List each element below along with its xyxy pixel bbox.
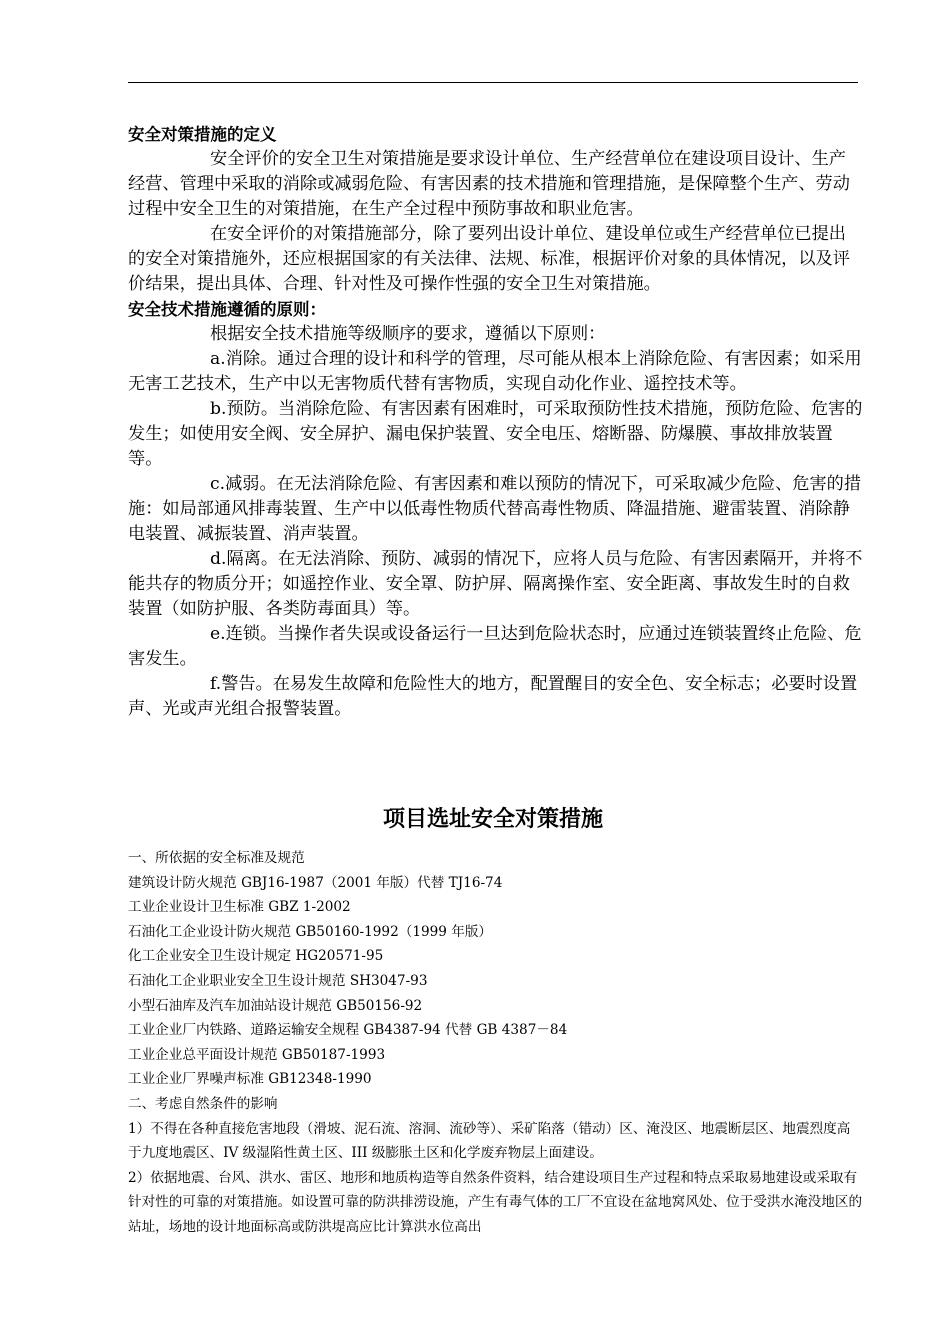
principle-item: e.连锁。当操作者失误或设备运行一旦达到危险状态时，应通过连锁装置终止危险、危害发生。 <box>128 624 862 669</box>
standard-item: 石油化工企业设计防火规范 GB50160-1992（1999 年版） <box>128 923 493 940</box>
header-rule <box>128 82 858 83</box>
standard-item: 工业企业厂界噪声标准 GB12348-1990 <box>128 1071 372 1088</box>
principle-item: f.警告。在易发生故障和危险性大的地方，配置醒目的安全色、安全标志；必要时设置声、光或声光组合报警装置。 <box>128 674 858 719</box>
definition-heading: 安全对策措施的定义 <box>128 125 277 144</box>
standard-item: 工业企业厂内铁路、道路运输安全规程 GB4387-94 代替 GB 4387－84 <box>128 1022 568 1039</box>
standard-item: 化工企业安全卫生设计规定 HG20571-95 <box>128 948 384 965</box>
definition-paragraph-1: 安全评价的安全卫生对策措施是要求设计单位、生产经营单位在建设项目设计、生产经营、管理中采取的消除或减弱危险、有害因素的技术措施和管理措施，是保障整个生产、劳动过程中安全卫生的对策措施，在生产全过程中预防事故和职业危害。 <box>128 149 850 219</box>
natural-conditions-subheading: 二、考虑自然条件的影响 <box>128 1095 278 1112</box>
principle-item: b.预防。当消除危险、有害因素有困难时，可采取预防性技术措施，预防危险、危害的发生；如使用安全阀、安全屏护、漏电保护装置、安全电压、熔断器、防爆膜、事故排放装置等。 <box>128 399 863 469</box>
definition-paragraph-2: 在安全评价的对策措施部分，除了要列出设计单位、建设单位或生产经营单位已提出的安全对策措施外，还应根据国家的有关法律、法规、标准，根据评价对象的具体情况，以及评价结果，提出具体、合理、针对性及可操作性强的安全卫生对策措施。 <box>128 224 850 294</box>
standard-item: 建筑设计防火规范 GBJ16-1987（2001 年版）代替 TJ16-74 <box>128 874 503 891</box>
section-title: 项目选址安全对策措施 <box>382 807 603 832</box>
standard-item: 小型石油库及汽车加油站设计规范 GB50156-92 <box>128 997 423 1014</box>
natural-condition-item-1: 1）不得在各种直接危害地段（滑坡、泥石流、溶洞、流砂等）、采矿陷落（错动）区、淹没区、地震断层区、地震烈度高于九度地震区、IV 级湿陷性黄土区、III 级膨胀土区和化学废弃物层上面建设。 <box>128 1120 851 1162</box>
standard-item: 石油化工企业职业安全卫生设计规范 SH3047-93 <box>128 972 428 989</box>
standards-subheading: 一、所依据的安全标准及规范 <box>128 850 305 866</box>
principle-item: a.消除。通过合理的设计和科学的管理，尽可能从根本上消除危险、有害因素；如采用无害工艺技术，生产中以无害物质代替有害物质，实现自动化作业、遥控技术等。 <box>128 349 862 394</box>
principles-intro: 根据安全技术措施等级顺序的要求，遵循以下原则： <box>210 324 606 344</box>
natural-condition-item-2: 2）依据地震、台风、洪水、雷区、地形和地质构造等自然条件资料，结合建设项目生产过程和特点采取易地建设或采取有针对性的可靠的对策措施。如设置可靠的防洪排涝设施，产生有毒气体的工厂不宜设在盆地窝风处、位于受洪水淹没地区的站址，场地的设计地面标高或防洪堤高应比计算洪水位高出 <box>128 1169 863 1235</box>
standard-item: 工业企业总平面设计规范 GB50187-1993 <box>128 1046 386 1063</box>
safety-measures-section <box>128 122 863 722</box>
principle-item: d.隔离。在无法消除、预防、减弱的情况下，应将人员与危险、有害因素隔开，并将不能共存的物质分开；如遥控作业、安全罩、防护屏、隔离操作室、安全距离、事故发生时的自救装置（如防护服、各类防毒面具）等。 <box>128 549 863 619</box>
principles-heading: 安全技术措施遵循的原则： <box>128 300 326 319</box>
site-selection-section <box>128 846 863 1240</box>
principle-item: c.减弱。在无法消除危险、有害因素和难以预防的情况下，可采取减少危险、危害的措施：如局部通风排毒装置、生产中以低毒性物质代替高毒性物质、降温措施、避雷装置、消除静电装置、减振装置、消声装置。 <box>128 474 862 544</box>
standard-item: 工业企业设计卫生标准 GBZ 1-2002 <box>128 899 351 916</box>
